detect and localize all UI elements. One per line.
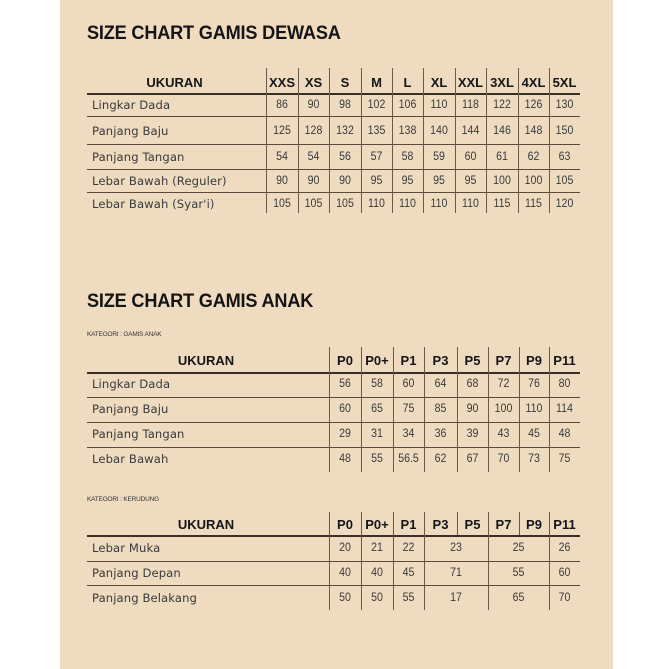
dewasa-cell: 59 [433, 151, 445, 163]
column-divider [519, 372, 520, 397]
column-divider [486, 68, 487, 93]
column-divider [298, 116, 299, 144]
dewasa-cell: 60 [464, 151, 477, 163]
kerudung-cell: 65 [512, 592, 525, 604]
column-divider [424, 585, 425, 610]
column-divider [549, 561, 550, 585]
row-divider [87, 116, 580, 117]
column-divider [361, 192, 362, 213]
dewasa-header-ukuran: UKURAN [146, 75, 203, 90]
dewasa-cell: 140 [430, 125, 448, 137]
dewasa-header-xl: XL [430, 75, 448, 90]
kerudung-cell: 40 [371, 567, 383, 579]
column-divider [519, 512, 520, 535]
dewasa-row-label: Lebar Bawah (Syar'i) [92, 197, 215, 211]
dewasa-header-5xl: 5XL [552, 75, 577, 90]
column-divider [298, 192, 299, 213]
kerudung-header-p3: P3 [432, 517, 449, 532]
column-divider [298, 93, 299, 116]
column-divider [424, 561, 425, 585]
column-divider [519, 447, 520, 472]
column-divider [266, 144, 267, 169]
dewasa-header-l: L [403, 75, 412, 90]
column-divider [392, 68, 393, 93]
column-divider [423, 68, 424, 93]
anak-cell: 114 [556, 403, 573, 415]
column-divider [361, 422, 362, 447]
anak-cell: 64 [434, 378, 447, 390]
column-divider [329, 447, 330, 472]
dewasa-cell: 90 [276, 175, 288, 187]
column-divider [549, 585, 550, 610]
anak-cell: 48 [339, 453, 351, 465]
column-divider [329, 397, 330, 422]
anak-cell: 75 [402, 403, 415, 415]
dewasa-cell: 100 [524, 175, 543, 187]
anak-cell: 36 [434, 428, 447, 440]
dewasa-cell: 138 [398, 125, 417, 137]
kerudung-header-p0: P0 [337, 517, 353, 532]
anak-cell: 29 [339, 428, 351, 440]
kerudung-row-label: Lebar Muka [92, 541, 161, 555]
anak-header-p3: P3 [432, 353, 449, 368]
column-divider [486, 116, 487, 144]
column-divider [361, 535, 362, 561]
column-divider [424, 347, 425, 372]
kerudung-header-p1: P1 [400, 517, 417, 532]
dewasa-cell: 105 [304, 198, 323, 210]
dewasa-cell: 125 [273, 125, 291, 137]
column-divider [393, 512, 394, 535]
column-divider [488, 585, 489, 610]
column-divider [298, 169, 299, 192]
column-divider [549, 422, 550, 447]
kerudung-row-label: Panjang Depan [92, 566, 181, 580]
column-divider [457, 512, 458, 535]
column-divider [457, 372, 458, 397]
column-divider [488, 512, 489, 535]
column-divider [455, 192, 456, 213]
column-divider [361, 372, 362, 397]
anak-cell: 58 [371, 378, 383, 390]
column-divider [549, 535, 550, 561]
anak-cell: 90 [466, 403, 479, 415]
dewasa-cell: 90 [307, 99, 320, 111]
kerudung-header-p0plus: P0+ [365, 517, 389, 532]
column-divider [361, 68, 362, 93]
dewasa-cell: 148 [524, 125, 543, 137]
column-divider [549, 192, 550, 213]
row-divider [87, 192, 580, 193]
column-divider [423, 144, 424, 169]
column-divider [486, 169, 487, 192]
kerudung-cell: 55 [402, 592, 415, 604]
column-divider [424, 397, 425, 422]
column-divider [361, 144, 362, 169]
dewasa-cell: 120 [555, 198, 574, 210]
column-divider [393, 561, 394, 585]
kerudung-cell: 23 [450, 542, 462, 554]
column-divider [423, 192, 424, 213]
column-divider [393, 535, 394, 561]
anak-cell: 76 [528, 378, 540, 390]
dewasa-cell: 106 [398, 99, 417, 111]
row-divider [87, 144, 580, 145]
anak-row-label: Lebar Bawah [92, 452, 169, 466]
column-divider [488, 372, 489, 397]
kerudung-cell: 20 [339, 542, 351, 554]
dewasa-cell: 57 [370, 151, 383, 163]
dewasa-row-label: Panjang Baju [92, 124, 169, 138]
column-divider [455, 116, 456, 144]
anak-cell: 110 [525, 403, 543, 415]
anak-header-p7: P7 [495, 353, 512, 368]
dewasa-cell: 58 [401, 151, 414, 163]
dewasa-cell: 110 [462, 198, 479, 210]
dewasa-row-label: Panjang Tangan [92, 150, 185, 164]
dewasa-cell: 144 [461, 125, 480, 137]
anak-cell: 75 [558, 453, 571, 465]
dewasa-cell: 98 [339, 99, 351, 111]
dewasa-cell: 90 [307, 175, 320, 187]
dewasa-header-xxl: XXL [457, 75, 484, 90]
anak-cell: 80 [558, 378, 571, 390]
kerudung-cell: 17 [450, 592, 462, 604]
anak-cell: 45 [528, 428, 540, 440]
column-divider [549, 397, 550, 422]
row-divider [87, 585, 580, 586]
anak-cell: 31 [371, 428, 383, 440]
dewasa-header-xxs: XXS [268, 75, 295, 90]
kerudung-cell: 50 [371, 592, 383, 604]
anak-cell: 85 [434, 403, 447, 415]
column-divider [393, 585, 394, 610]
column-divider [329, 422, 330, 447]
column-divider [455, 68, 456, 93]
kerudung-cell: 71 [450, 567, 462, 579]
column-divider [393, 347, 394, 372]
column-divider [329, 372, 330, 397]
anak-cell: 73 [528, 453, 540, 465]
dewasa-cell: 110 [368, 198, 385, 210]
dewasa-cell: 95 [401, 175, 414, 187]
column-divider [392, 93, 393, 116]
row-divider [87, 397, 580, 398]
kerudung-cell: 22 [402, 542, 415, 554]
dewasa-cell: 54 [307, 151, 320, 163]
title-anak: SIZE CHART GAMIS ANAK [87, 290, 314, 312]
anak-cell: 39 [466, 428, 479, 440]
column-divider [424, 447, 425, 472]
column-divider [486, 192, 487, 213]
column-divider [488, 447, 489, 472]
column-divider [488, 561, 489, 585]
dewasa-cell: 63 [558, 151, 571, 163]
column-divider [392, 116, 393, 144]
column-divider [266, 116, 267, 144]
column-divider [424, 372, 425, 397]
anak-header-p1: P1 [400, 353, 417, 368]
row-divider [87, 169, 580, 170]
kerudung-header-p11: P11 [553, 517, 576, 532]
column-divider [329, 116, 330, 144]
column-divider [518, 68, 519, 93]
dewasa-header-4xl: 4XL [521, 75, 546, 90]
anak-cell: 48 [558, 428, 571, 440]
column-divider [518, 192, 519, 213]
column-divider [266, 192, 267, 213]
column-divider [361, 93, 362, 116]
anak-cell: 60 [402, 378, 415, 390]
column-divider [549, 116, 550, 144]
column-divider [519, 397, 520, 422]
header-divider [87, 93, 580, 95]
kategori-kerudung: KATEGORI : KERUDUNG [87, 496, 159, 503]
column-divider [518, 144, 519, 169]
kerudung-cell: 70 [558, 592, 571, 604]
column-divider [329, 144, 330, 169]
anak-cell: 62 [434, 453, 447, 465]
column-divider [457, 447, 458, 472]
column-divider [392, 192, 393, 213]
dewasa-row-label: Lingkar Dada [92, 98, 171, 112]
column-divider [329, 169, 330, 192]
anak-row-label: Panjang Tangan [92, 427, 185, 441]
column-divider [549, 347, 550, 372]
row-divider [87, 422, 580, 423]
column-divider [457, 347, 458, 372]
anak-cell: 43 [497, 428, 510, 440]
column-divider [519, 422, 520, 447]
kerudung-header-p5: P5 [464, 517, 481, 532]
dewasa-header-xs: XS [304, 75, 323, 90]
column-divider [266, 68, 267, 93]
column-divider [519, 347, 520, 372]
anak-cell: 56.5 [398, 453, 419, 465]
anak-cell: 65 [371, 403, 383, 415]
column-divider [361, 512, 362, 535]
column-divider [423, 116, 424, 144]
dewasa-cell: 62 [527, 151, 540, 163]
column-divider [298, 68, 299, 93]
anak-row-label: Panjang Baju [92, 402, 169, 416]
dewasa-cell: 105 [336, 198, 354, 210]
kerudung-cell: 26 [558, 542, 571, 554]
kerudung-cell: 45 [402, 567, 415, 579]
dewasa-cell: 115 [525, 198, 542, 210]
column-divider [393, 422, 394, 447]
dewasa-cell: 56 [339, 151, 351, 163]
dewasa-cell: 135 [367, 125, 386, 137]
dewasa-cell: 126 [524, 99, 543, 111]
column-divider [549, 447, 550, 472]
column-divider [393, 397, 394, 422]
column-divider [457, 397, 458, 422]
row-divider [87, 447, 580, 448]
kerudung-row-label: Panjang Belakang [92, 591, 197, 605]
column-divider [488, 397, 489, 422]
dewasa-cell: 128 [304, 125, 323, 137]
dewasa-row-label: Lebar Bawah (Reguler) [92, 174, 227, 188]
anak-cell: 68 [466, 378, 479, 390]
column-divider [424, 512, 425, 535]
column-divider [488, 347, 489, 372]
column-divider [361, 561, 362, 585]
dewasa-cell: 110 [430, 198, 448, 210]
dewasa-cell: 110 [430, 99, 448, 111]
kerudung-cell: 55 [512, 567, 525, 579]
anak-header-p9: P9 [526, 353, 542, 368]
column-divider [361, 347, 362, 372]
anak-header-p5: P5 [464, 353, 481, 368]
dewasa-cell: 132 [336, 125, 354, 137]
column-divider [518, 116, 519, 144]
anak-cell: 70 [497, 453, 510, 465]
column-divider [486, 93, 487, 116]
dewasa-cell: 150 [555, 125, 574, 137]
dewasa-header-3xl: 3XL [490, 75, 514, 90]
anak-cell: 60 [339, 403, 351, 415]
column-divider [361, 585, 362, 610]
dewasa-header-s: S [340, 75, 350, 90]
dewasa-cell: 130 [555, 99, 574, 111]
column-divider [518, 169, 519, 192]
column-divider [424, 422, 425, 447]
dewasa-cell: 115 [493, 198, 511, 210]
column-divider [392, 169, 393, 192]
anak-cell: 67 [466, 453, 479, 465]
kerudung-header-p9: P9 [526, 517, 542, 532]
column-divider [549, 169, 550, 192]
dewasa-cell: 95 [370, 175, 383, 187]
anak-cell: 72 [497, 378, 510, 390]
column-divider [393, 447, 394, 472]
column-divider [518, 93, 519, 116]
column-divider [298, 144, 299, 169]
dewasa-cell: 95 [464, 175, 477, 187]
kerudung-cell: 60 [558, 567, 571, 579]
row-divider [87, 561, 580, 562]
column-divider [488, 535, 489, 561]
dewasa-cell: 61 [496, 151, 508, 163]
dewasa-cell: 95 [433, 175, 445, 187]
column-divider [361, 447, 362, 472]
dewasa-cell: 105 [555, 175, 574, 187]
dewasa-cell: 110 [399, 198, 416, 210]
dewasa-header-m: M [371, 75, 382, 90]
column-divider [329, 93, 330, 116]
anak-header-ukuran: UKURAN [177, 353, 235, 368]
column-divider [455, 169, 456, 192]
column-divider [549, 144, 550, 169]
column-divider [423, 93, 424, 116]
column-divider [393, 372, 394, 397]
kerudung-header-ukuran: UKURAN [177, 517, 235, 532]
column-divider [329, 192, 330, 213]
anak-header-p0: P0 [337, 353, 353, 368]
kerudung-header-p7: P7 [495, 517, 512, 532]
column-divider [329, 68, 330, 93]
title-dewasa: SIZE CHART GAMIS DEWASA [87, 22, 341, 44]
column-divider [455, 93, 456, 116]
kategori-gamis-anak: KATEGORI : GAMIS ANAK [87, 331, 162, 338]
dewasa-cell: 100 [493, 175, 511, 187]
anak-cell: 100 [494, 403, 513, 415]
column-divider [549, 512, 550, 535]
column-divider [266, 93, 267, 116]
column-divider [457, 422, 458, 447]
kerudung-cell: 50 [339, 592, 351, 604]
anak-header-p0plus: P0+ [365, 353, 389, 368]
header-divider [87, 535, 580, 537]
header-divider [87, 372, 580, 374]
column-divider [424, 535, 425, 561]
column-divider [455, 144, 456, 169]
column-divider [361, 116, 362, 144]
dewasa-cell: 86 [276, 99, 288, 111]
kerudung-cell: 25 [512, 542, 525, 554]
dewasa-cell: 90 [339, 175, 351, 187]
column-divider [329, 512, 330, 535]
column-divider [486, 144, 487, 169]
anak-cell: 34 [402, 428, 415, 440]
column-divider [329, 347, 330, 372]
column-divider [549, 68, 550, 93]
column-divider [549, 93, 550, 116]
column-divider [329, 561, 330, 585]
dewasa-cell: 122 [493, 99, 511, 111]
column-divider [329, 535, 330, 561]
dewasa-cell: 102 [367, 99, 386, 111]
column-divider [488, 422, 489, 447]
column-divider [329, 585, 330, 610]
column-divider [423, 169, 424, 192]
dewasa-cell: 146 [493, 125, 511, 137]
column-divider [361, 397, 362, 422]
anak-cell: 56 [339, 378, 351, 390]
dewasa-cell: 54 [276, 151, 288, 163]
anak-row-label: Lingkar Dada [92, 377, 171, 391]
column-divider [361, 169, 362, 192]
dewasa-cell: 105 [273, 198, 291, 210]
kerudung-cell: 21 [371, 542, 383, 554]
anak-cell: 55 [371, 453, 383, 465]
kerudung-cell: 40 [339, 567, 351, 579]
anak-header-p11: P11 [553, 353, 576, 368]
column-divider [266, 169, 267, 192]
column-divider [549, 372, 550, 397]
dewasa-cell: 118 [462, 99, 479, 111]
column-divider [392, 144, 393, 169]
